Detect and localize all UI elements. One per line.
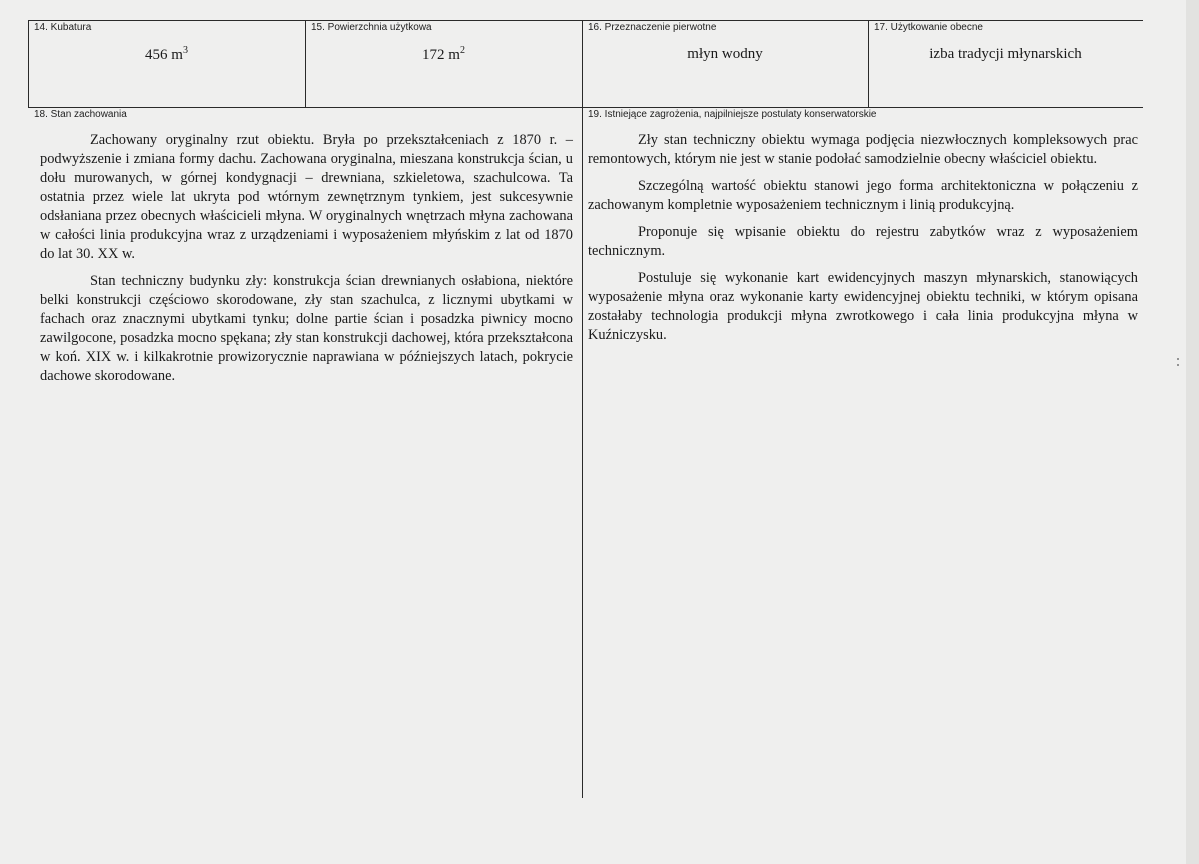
top-border-line xyxy=(28,20,1143,21)
field-19-paragraph: Szczególną wartość obiektu stanowi jego forma architektoniczna w połączeniu z zachowanym kompletnie wyposażeniem technicznym i linią produkcyjną. xyxy=(588,178,1138,213)
field-19-paragraph: Postuluje się wykonanie kart ewidencyjnych maszyn młynarskich, stanowiących wyposażenie młyna oraz wykonanie karty ewidencyjnej obiektu techniki, w którym opisana zostałaby technologia produkcji młyna zwrotkowego i cała linia produkcyjna młyna w Kuźniczysku. xyxy=(588,270,1138,343)
scan-edge xyxy=(1186,0,1199,864)
field-14-value xyxy=(28,46,305,64)
divider-15-16 xyxy=(582,20,583,798)
field-14-label: 14. Kubatura xyxy=(34,22,92,33)
field-19-label: 19. Istniejące zagrożenia, najpilniejsze postulaty konserwatorskie xyxy=(588,109,877,120)
field-15-exponent: 2 xyxy=(459,45,465,56)
field-17-value: izba tradycji młynarskich xyxy=(929,46,1082,62)
field-14-value-text: 456 m xyxy=(145,47,183,63)
divider-16-17 xyxy=(868,20,869,108)
field-19-paragraph: Proponuje się wpisanie obiektu do rejestru zabytków wraz z wyposażeniem technicznym. xyxy=(588,224,1138,259)
field-15-value-text: 172 m xyxy=(422,47,460,63)
field-17-label: 17. Użytkowanie obecne xyxy=(874,22,983,33)
field-14-exponent: 3 xyxy=(182,45,188,56)
divider-14-15 xyxy=(305,20,306,108)
field-18-label: 18. Stan zachowania xyxy=(34,109,127,120)
field-19-text xyxy=(588,131,1138,353)
field-15-value xyxy=(305,46,582,64)
field-18-paragraph: Zachowany oryginalny rzut obiektu. Bryła po przekształceniach z 1870 r. – podwyższenie i zmiana formy dachu. Zachowana oryginalna, mieszana konstrukcja ścian, u dołu murowanych, w górnej kondygnacji – drewniana, szkieletowa, szachulcowa. Ta ostatnia przez wiele lat ukryta pod wtórnym zewnętrznym tynkiem, jest sukcesywnie odsłaniana przez obecnych właścicieli młyna. W oryginalnych wnętrzach młyna zachowana w całości linia produkcyjna wraz z urządzeniami i wyposażeniem młyńskim z lat od 1870 do lat 30. XX w. xyxy=(40,132,573,262)
field-16-label: 16. Przeznaczenie pierwotne xyxy=(588,22,717,33)
header-bottom-line xyxy=(28,107,1143,108)
field-18-text xyxy=(40,131,573,394)
field-19-paragraph: Zły stan techniczny obiektu wymaga podjęcia niezwłocznych kompleksowych prac remontowych, którym nie jest w stanie podołać samodzielnie obecny właściciel obiektu. xyxy=(588,132,1138,167)
field-15-label: 15. Powierzchnia użytkowa xyxy=(311,22,432,33)
scan-speck xyxy=(1177,358,1179,360)
scan-speck xyxy=(1177,364,1179,366)
field-18-paragraph: Stan techniczny budynku zły: konstrukcja ścian drewnianych osłabiona, niektóre belki konstrukcji częściowo skorodowane, zły stan szachulca, z licznymi ubytkami w fachach oraz znacznymi ubytkami tynku; dolne partie ścian i posadzka piwnicy mocno zawilgocone, posadzka mocno spękana; zły stan konstrukcji dachowej, która przekształcona w koń. XIX w. i kilkakrotnie prowizorycznie naprawiana w późniejszych latach, pokrycie dachowe skorodowane. xyxy=(40,273,573,384)
left-border-line xyxy=(28,20,29,108)
field-16-value: młyn wodny xyxy=(687,46,763,62)
